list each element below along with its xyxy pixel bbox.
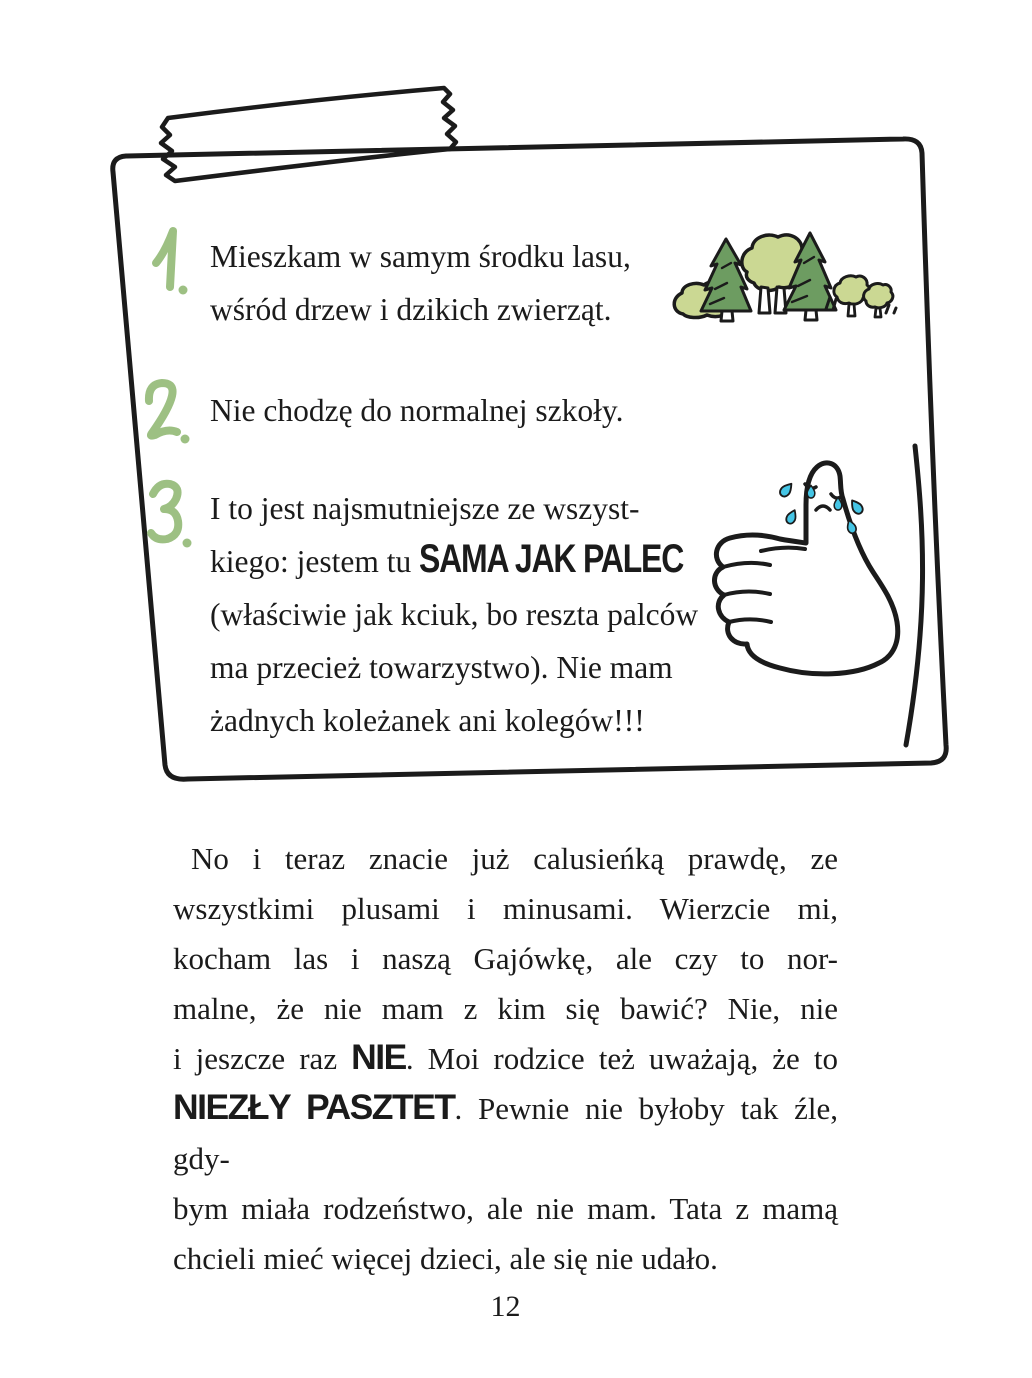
list-text-line: [210, 535, 749, 588]
list-item-2-text: [210, 384, 623, 437]
body-line: No i teraz znacie już calusieńką prawdę, ze: [191, 841, 838, 876]
list-text-line: Mieszkam w samym środku lasu,: [210, 239, 631, 274]
tree-trunk: [805, 310, 817, 320]
tree-trunk: [875, 308, 881, 317]
body-line: malne, że nie mam z kim się bawić? Nie, nie: [173, 991, 838, 1026]
body-text-segment: . Pewnie nie byłoby tak źle, gdy-: [173, 1091, 838, 1176]
body-paragraph: [173, 834, 838, 1284]
page-number: 12: [490, 1290, 521, 1323]
list-text-line: (właściwie jak kciuk, bo reszta palców: [210, 597, 699, 632]
body-line: kocham las i naszą Gajówkę, ale czy to nor-: [173, 941, 838, 976]
body-line: wszystkimi plusami i minusami. Wierzcie mi,: [173, 891, 838, 926]
body-text-segment: i jeszcze raz: [173, 1041, 352, 1076]
list-text-line: żadnych koleżanek ani kolegów!!!: [210, 703, 645, 738]
body-text-segment: . Moi rodzice też uważają, że to: [405, 1041, 838, 1076]
list-text-segment: kiego: jestem tu: [210, 544, 420, 579]
body-line: [173, 1084, 838, 1184]
display-caps-text: NIEZŁY PASZTET: [173, 1087, 455, 1127]
tree-trunk: [848, 304, 855, 316]
display-caps-text: NIE: [351, 1037, 406, 1077]
display-caps-text: SAMA JAK PALEC: [419, 537, 684, 581]
body-line: [173, 1034, 838, 1084]
body-line: bym miała rodzeństwo, ale nie mam. Tata z mamą: [173, 1191, 838, 1226]
list-text-line: Nie chodzę do normalnej szkoły.: [210, 393, 624, 428]
list-item-1-text: [210, 230, 631, 336]
list-text-line: wśród drzew i dzikich zwierząt.: [210, 292, 612, 327]
list-text-line: I to jest najsmutniejsze ze wszyst-: [210, 491, 640, 526]
body-line: chcieli mieć więcej dzieci, ale się nie udało.: [173, 1241, 718, 1276]
list-item-3-text: [210, 482, 749, 747]
tree-trunk: [721, 311, 733, 321]
list-text-line: ma przecież towarzystwo). Nie mam: [210, 650, 673, 685]
